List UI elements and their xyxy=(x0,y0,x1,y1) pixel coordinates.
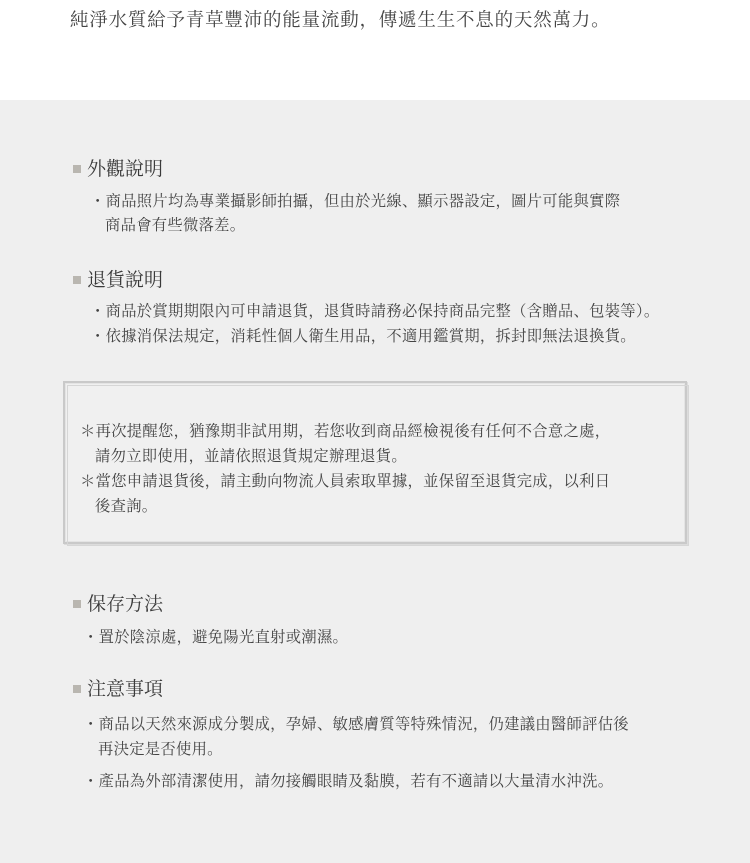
cautions-title: 注意事項 xyxy=(87,678,164,700)
storage-title: 保存方法 xyxy=(87,593,164,615)
appearance-heading xyxy=(73,154,163,181)
notice-line-2: 請勿立即使用，並請依照退貨規定辦理退貨。 xyxy=(95,447,407,465)
returns-line-1: ・商品於賞期期限內可申請退貨，退貨時請務必保持商品完整（含贈品、包裝等）。 xyxy=(90,302,660,320)
appearance-line-1: ・商品照片均為專業攝影師拍攝，但由於光線、顯示器設定，圖片可能與實際 xyxy=(90,192,621,210)
bullet-square-icon xyxy=(73,600,81,608)
returns-line-2: ・依據消保法規定，消耗性個人衛生用品，不適用鑑賞期，拆封即無法退換貨。 xyxy=(90,327,636,345)
notice-line-3: ＊當您申請退貨後，請主動向物流人員索取單據，並保留至退貨完成，以利日 xyxy=(80,472,611,490)
intro-text: 純淨水質給予青草豐沛的能量流動，傳遞生生不息的天然萬力。 xyxy=(70,10,611,31)
appearance-title: 外觀說明 xyxy=(87,158,164,180)
notice-line-1: ＊再次提醒您，猶豫期非試用期，若您收到商品經檢視後有任何不合意之處， xyxy=(80,422,611,440)
storage-line-1: ・置於陰涼處，避免陽光直射或潮濕。 xyxy=(83,628,349,646)
bullet-square-icon xyxy=(73,685,81,693)
cautions-line-3: ・產品為外部清潔使用，請勿接觸眼睛及黏膜，若有不適請以大量清水沖洗。 xyxy=(83,772,614,790)
returns-title: 退貨說明 xyxy=(87,269,164,291)
returns-heading xyxy=(73,265,163,292)
bullet-square-icon xyxy=(73,165,81,173)
cautions-line-1: ・商品以天然來源成分製成，孕婦、敏感膚質等特殊情況，仍建議由醫師評估後 xyxy=(83,715,629,733)
cautions-line-2: 再決定是否使用。 xyxy=(98,740,223,758)
storage-heading xyxy=(73,589,163,616)
bullet-square-icon xyxy=(73,276,81,284)
notice-line-4: 後查詢。 xyxy=(95,497,158,515)
cautions-heading xyxy=(73,674,163,701)
appearance-line-2: 商品會有些微落差。 xyxy=(105,216,246,234)
intro-banner xyxy=(0,0,750,100)
